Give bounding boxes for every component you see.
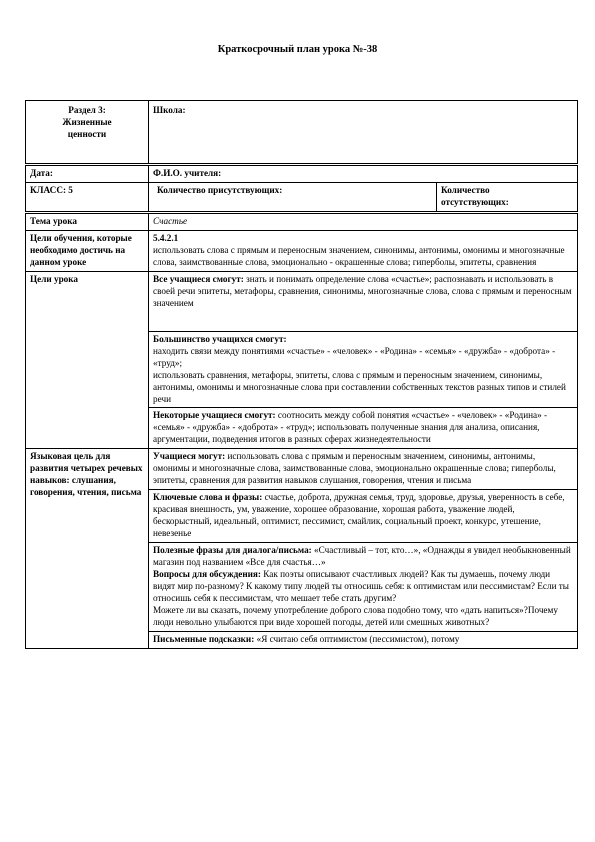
- learning-goals-text: использовать слова с прямым и переносным значением, синонимы, антонимы, омонимы и многозначные слова, заимствованные слова, эмоционально - окрашенные слова; гиперболы, эпитеты, сравнения: [153, 244, 565, 267]
- hints-text: «Я считаю себя оптимистом (пессимистом), потому: [254, 633, 460, 644]
- questions-heading: Вопросы для обсуждения:: [153, 568, 261, 579]
- absent-count-field: Количество отсутствующих:: [437, 182, 578, 212]
- goals-some-heading: Некоторые учащиеся смогут:: [153, 410, 276, 421]
- hints-cell: [149, 631, 578, 648]
- phrases-heading: Полезные фразы для диалога/письма:: [153, 545, 312, 556]
- lesson-goals-all-row: [26, 271, 578, 331]
- language-can-heading: Учащиеся могут:: [153, 451, 226, 462]
- topic-value: Счастье: [149, 212, 578, 230]
- phrases-text: «Счастливый – тот, кто…», «Однажды я увидел необыкновенный магазин под названием «Все для счастья…»: [153, 545, 571, 567]
- date-label: Дата:: [26, 165, 149, 183]
- goals-all-cell: [149, 271, 578, 331]
- language-goal-label: Языковая цель для развития четырех речевых навыков: слушания, говорения, чтения, письма: [26, 449, 149, 648]
- keywords-heading: Ключевые слова и фразы:: [153, 492, 263, 503]
- learning-goals-row: [26, 230, 578, 271]
- lesson-goals-label: Цели урока: [26, 271, 149, 449]
- lesson-plan-table: [25, 100, 578, 649]
- goals-most-text: находить связи между понятиями «счастье» - «человек» - «Родина» - «семья» - «дружба» - «доброта» - «труд»; использовать сравнения, метафоры, эпитеты, слова с прямым и переносным значением, синонимы, антонимы, омонимы и многозначные слова при составлении собственных текстов разных типов и стилей речи: [153, 345, 566, 404]
- keywords-cell: [149, 490, 578, 543]
- school-field: Школа:: [149, 101, 578, 165]
- goals-some-cell: [149, 408, 578, 449]
- teacher-field: Ф.И.О. учителя:: [149, 165, 578, 183]
- hints-heading: Письменные подсказки:: [153, 633, 255, 644]
- goals-some-text: соотносить между собой понятия «счастье» - «человек» - «Родина» - «семья» - «дружба» - «доброта» - «труд»; использовать полученные знания для анализа, описания, аргументации, подведения итогов в разных сферах жизнедеятельности: [153, 410, 548, 445]
- topic-row: [26, 212, 578, 230]
- language-can-cell: [149, 449, 578, 490]
- date-row: [26, 165, 578, 183]
- learning-goals-cell: [149, 230, 578, 271]
- class-label: КЛАСС: 5: [26, 182, 149, 212]
- learning-goals-code: 5.4.2.1: [153, 232, 179, 243]
- language-goal-can-row: [26, 449, 578, 490]
- section-label: Раздел 3: Жизненные ценности: [26, 101, 149, 165]
- section-row: [26, 101, 578, 165]
- goals-all-heading: Все учащиеся смогут:: [153, 273, 244, 284]
- goals-all-text: знать и понимать определение слова «счастье»; распознавать и использовать в своей речи эпитеты, метафоры, сравнения, синонимы, многозначные слова, слова с прямым и переносным значением: [153, 273, 572, 308]
- present-count-field: Количество присутствующих:: [149, 182, 437, 212]
- questions-text: Как поэты описывают счастливых людей? Как ты думаешь, почему люди видят мир по-разному? К какому типу людей ты относишь себя: к оптимистам или пессимистам? Если ты относишь себя к пессимистам, что мешает тебе стать другим? Можете ли вы сказать, почему употребление доброго слова подобно тому, что «дать напиться»?Почему люди невольно улыбаются при виде хорошей погоды, детей или смешных животных?: [153, 568, 569, 627]
- goals-most-heading: Большинство учащихся смогут:: [153, 333, 287, 344]
- page-title: Краткосрочный план урока №-38: [217, 44, 378, 55]
- language-can-text: использовать слова с прямым и переносным значением, синонимы, антонимы, омонимы и многозначные слова, заимствованные слова, эмоционально окрашенные слова; гиперболы, эпитеты, сравнения для развития навыков слушания, говорения, чтения и письма: [153, 451, 556, 486]
- goals-most-cell: [149, 331, 578, 408]
- topic-label: Тема урока: [26, 212, 149, 230]
- keywords-text: счастье, доброта, дружная семья, труд, здоровье, друзья, уверенность в себе, красивая внешность, ум, уважение, хорошее образование, хорошая работа, уважение людей, бескорыстный, идеальный, оптимист, пессимист, смайлик, социальный проект, конкурс, утешение, невезенье: [153, 492, 565, 539]
- class-row: [26, 182, 578, 212]
- phrases-cell: [149, 543, 578, 632]
- learning-goals-label: Цели обучения, которые необходимо достичь на данном уроке: [26, 230, 149, 271]
